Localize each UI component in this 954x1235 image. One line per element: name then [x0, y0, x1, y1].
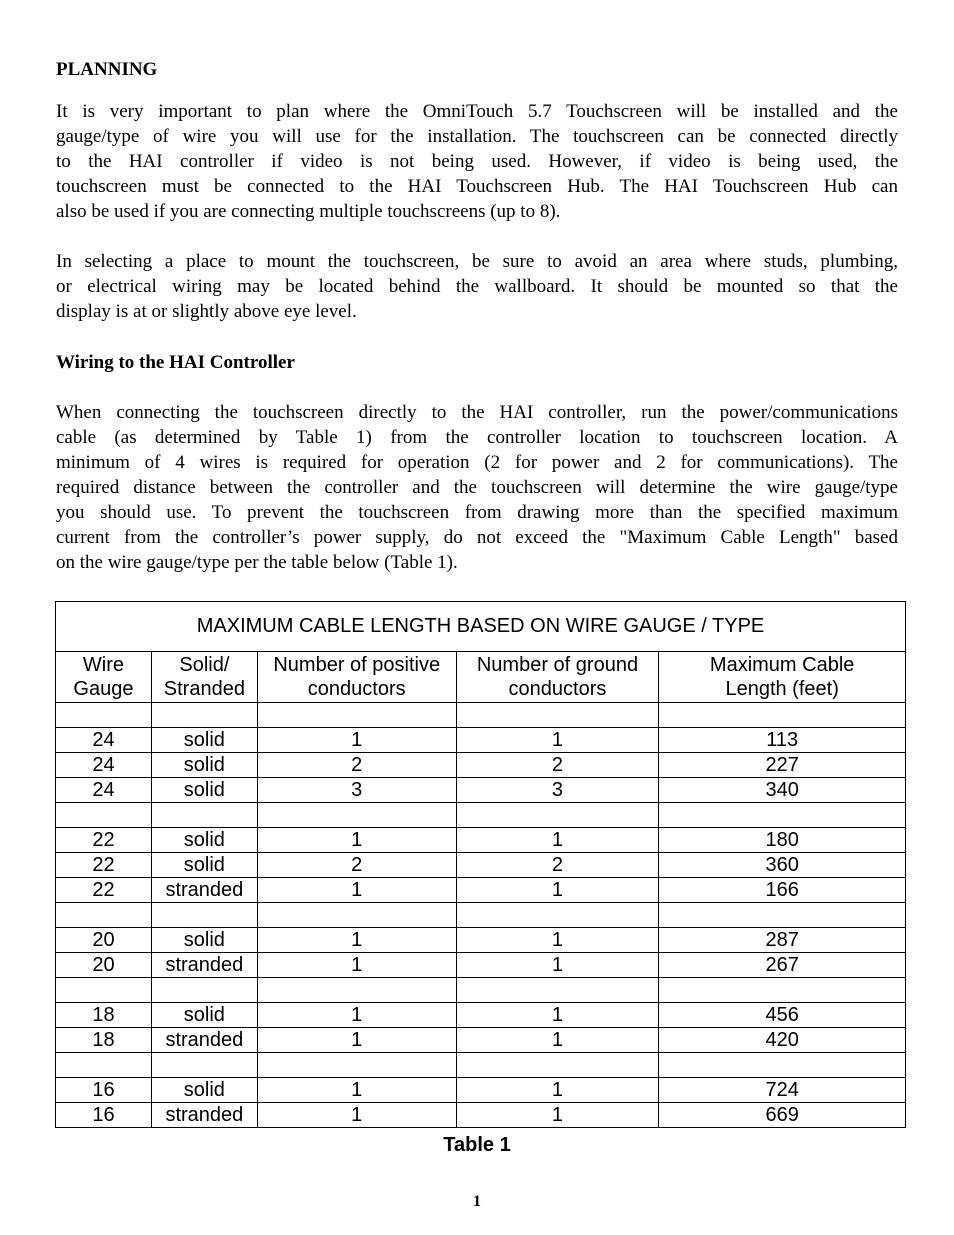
empty-cell: [56, 978, 152, 1003]
header-solid-stranded: [151, 652, 257, 703]
header-line: Maximum Cable: [709, 654, 855, 676]
empty-cell: [456, 1053, 659, 1078]
empty-cell: [257, 978, 456, 1003]
table-row: [56, 1103, 906, 1128]
positive-conductors-cell: 1: [257, 1003, 456, 1028]
paragraph-planning-intro: [56, 99, 898, 224]
wire-type-cell: solid: [151, 928, 257, 953]
wire-type-cell: stranded: [151, 953, 257, 978]
header-line: Stranded: [163, 678, 245, 700]
empty-cell: [151, 903, 257, 928]
table-row: [56, 828, 906, 853]
wire-type-cell: stranded: [151, 1103, 257, 1128]
text-line: In selecting a place to mount the touchscreen, be sure to avoid an area where studs, plumbing,: [56, 251, 898, 272]
ground-conductors-cell: 3: [456, 778, 659, 803]
wire-type-cell: solid: [151, 1003, 257, 1028]
wire-gauge-cell: 16: [56, 1078, 152, 1103]
ground-conductors-cell: 1: [456, 878, 659, 903]
table-row: [56, 878, 906, 903]
empty-cell: [56, 703, 152, 728]
text-line: gauge/type of wire you will use for the installation. The touchscreen can be connected directly: [56, 126, 898, 147]
ground-conductors-cell: 1: [456, 953, 659, 978]
positive-conductors-cell: 2: [257, 753, 456, 778]
table-spacer-row: [56, 903, 906, 928]
table-row: [56, 953, 906, 978]
header-max-cable-length: [659, 652, 906, 703]
wire-type-cell: solid: [151, 778, 257, 803]
subheading-wiring: Wiring to the HAI Controller: [56, 352, 295, 373]
table-row: [56, 1003, 906, 1028]
table-spacer-row: [56, 803, 906, 828]
text-line: you should use. To prevent the touchscreen from drawing more than the specified maximum: [56, 502, 898, 523]
positive-conductors-cell: 1: [257, 1103, 456, 1128]
header-line: Length (feet): [725, 678, 839, 700]
section-heading: PLANNING: [56, 59, 158, 80]
header-line: Number of positive: [273, 654, 441, 676]
empty-cell: [151, 978, 257, 1003]
wire-gauge-cell: 20: [56, 953, 152, 978]
max-length-cell: 724: [659, 1078, 906, 1103]
table-caption: Table 1: [443, 1134, 511, 1156]
table-spacer-row: [56, 1053, 906, 1078]
text-line: also be used if you are connecting multiple touchscreens (up to 8).: [56, 201, 561, 222]
max-length-cell: 287: [659, 928, 906, 953]
cable-length-table: [55, 601, 906, 1128]
max-length-cell: 227: [659, 753, 906, 778]
ground-conductors-cell: 1: [456, 728, 659, 753]
wire-gauge-cell: 20: [56, 928, 152, 953]
ground-conductors-cell: 2: [456, 753, 659, 778]
wire-type-cell: solid: [151, 728, 257, 753]
max-length-cell: 113: [659, 728, 906, 753]
max-length-cell: 267: [659, 953, 906, 978]
table-row: [56, 1078, 906, 1103]
max-length-cell: 669: [659, 1103, 906, 1128]
header-ground-conductors: [456, 652, 659, 703]
positive-conductors-cell: 3: [257, 778, 456, 803]
text-line: current from the controller’s power supply, do not exceed the "Maximum Cable Length" based: [56, 527, 898, 548]
max-length-cell: 166: [659, 878, 906, 903]
max-length-cell: 180: [659, 828, 906, 853]
paragraph-wiring: [56, 400, 898, 575]
table-row: [56, 853, 906, 878]
wire-gauge-cell: 22: [56, 828, 152, 853]
header-line: conductors: [508, 678, 607, 700]
positive-conductors-cell: 1: [257, 728, 456, 753]
header-positive-conductors: [257, 652, 456, 703]
wire-gauge-cell: 24: [56, 753, 152, 778]
empty-cell: [56, 1053, 152, 1078]
wire-gauge-cell: 22: [56, 878, 152, 903]
empty-cell: [456, 978, 659, 1003]
wire-type-cell: solid: [151, 828, 257, 853]
wire-type-cell: solid: [151, 1078, 257, 1103]
empty-cell: [659, 978, 906, 1003]
wire-type-cell: stranded: [151, 878, 257, 903]
text-line: required distance between the controller and the touchscreen will determine the wire gauge/type: [56, 477, 898, 498]
positive-conductors-cell: 1: [257, 1028, 456, 1053]
empty-cell: [456, 903, 659, 928]
wire-gauge-cell: 24: [56, 778, 152, 803]
header-wire-gauge: [56, 652, 152, 703]
empty-cell: [257, 903, 456, 928]
empty-cell: [257, 703, 456, 728]
positive-conductors-cell: 1: [257, 1078, 456, 1103]
table-row: [56, 928, 906, 953]
empty-cell: [257, 803, 456, 828]
table-row: [56, 1028, 906, 1053]
max-length-cell: 420: [659, 1028, 906, 1053]
header-line: Solid/: [179, 654, 230, 676]
text-line: cable (as determined by Table 1) from the controller location to touchscreen location. A: [56, 427, 898, 448]
positive-conductors-cell: 1: [257, 828, 456, 853]
positive-conductors-cell: 1: [257, 878, 456, 903]
empty-cell: [659, 703, 906, 728]
table-row: [56, 728, 906, 753]
header-line: Wire: [82, 654, 124, 676]
wire-gauge-cell: 18: [56, 1028, 152, 1053]
table-row: [56, 753, 906, 778]
text-line: minimum of 4 wires is required for operation (2 for power and 2 for communications). The: [56, 452, 898, 473]
ground-conductors-cell: 1: [456, 928, 659, 953]
max-length-cell: 456: [659, 1003, 906, 1028]
empty-cell: [257, 1053, 456, 1078]
empty-cell: [56, 803, 152, 828]
header-line: Number of ground: [476, 654, 639, 676]
empty-cell: [56, 903, 152, 928]
paragraph-mount-location: [56, 249, 898, 324]
wire-type-cell: stranded: [151, 1028, 257, 1053]
table-title-row: [56, 602, 906, 652]
empty-cell: [151, 703, 257, 728]
header-line: Gauge: [73, 678, 134, 700]
empty-cell: [151, 803, 257, 828]
wire-gauge-cell: 16: [56, 1103, 152, 1128]
text-line: to the HAI controller if video is not being used. However, if video is being used, the: [56, 151, 898, 172]
wire-gauge-cell: 24: [56, 728, 152, 753]
empty-cell: [659, 1053, 906, 1078]
table-spacer-row: [56, 703, 906, 728]
max-length-cell: 360: [659, 853, 906, 878]
empty-cell: [456, 803, 659, 828]
text-line: When connecting the touchscreen directly to the HAI controller, run the power/communications: [56, 402, 898, 423]
ground-conductors-cell: 1: [456, 828, 659, 853]
ground-conductors-cell: 1: [456, 1078, 659, 1103]
empty-cell: [659, 803, 906, 828]
table-row: [56, 778, 906, 803]
max-length-cell: 340: [659, 778, 906, 803]
wire-gauge-cell: 18: [56, 1003, 152, 1028]
header-line: conductors: [307, 678, 406, 700]
table-title: MAXIMUM CABLE LENGTH BASED ON WIRE GAUGE / TYPE: [56, 602, 906, 652]
ground-conductors-cell: 2: [456, 853, 659, 878]
text-line: on the wire gauge/type per the table below (Table 1).: [56, 552, 458, 573]
page-number: 1: [473, 1193, 481, 1210]
positive-conductors-cell: 2: [257, 853, 456, 878]
positive-conductors-cell: 1: [257, 953, 456, 978]
table-header-row: [56, 652, 906, 703]
empty-cell: [151, 1053, 257, 1078]
ground-conductors-cell: 1: [456, 1103, 659, 1128]
wire-type-cell: solid: [151, 753, 257, 778]
text-line: display is at or slightly above eye level.: [56, 301, 357, 322]
ground-conductors-cell: 1: [456, 1003, 659, 1028]
empty-cell: [456, 703, 659, 728]
ground-conductors-cell: 1: [456, 1028, 659, 1053]
text-line: It is very important to plan where the OmniTouch 5.7 Touchscreen will be installed and the: [56, 101, 898, 122]
wire-gauge-cell: 22: [56, 853, 152, 878]
table-spacer-row: [56, 978, 906, 1003]
positive-conductors-cell: 1: [257, 928, 456, 953]
text-line: or electrical wiring may be located behind the wallboard. It should be mounted so that the: [56, 276, 898, 297]
text-line: touchscreen must be connected to the HAI Touchscreen Hub. The HAI Touchscreen Hub can: [56, 176, 898, 197]
empty-cell: [659, 903, 906, 928]
wire-type-cell: solid: [151, 853, 257, 878]
